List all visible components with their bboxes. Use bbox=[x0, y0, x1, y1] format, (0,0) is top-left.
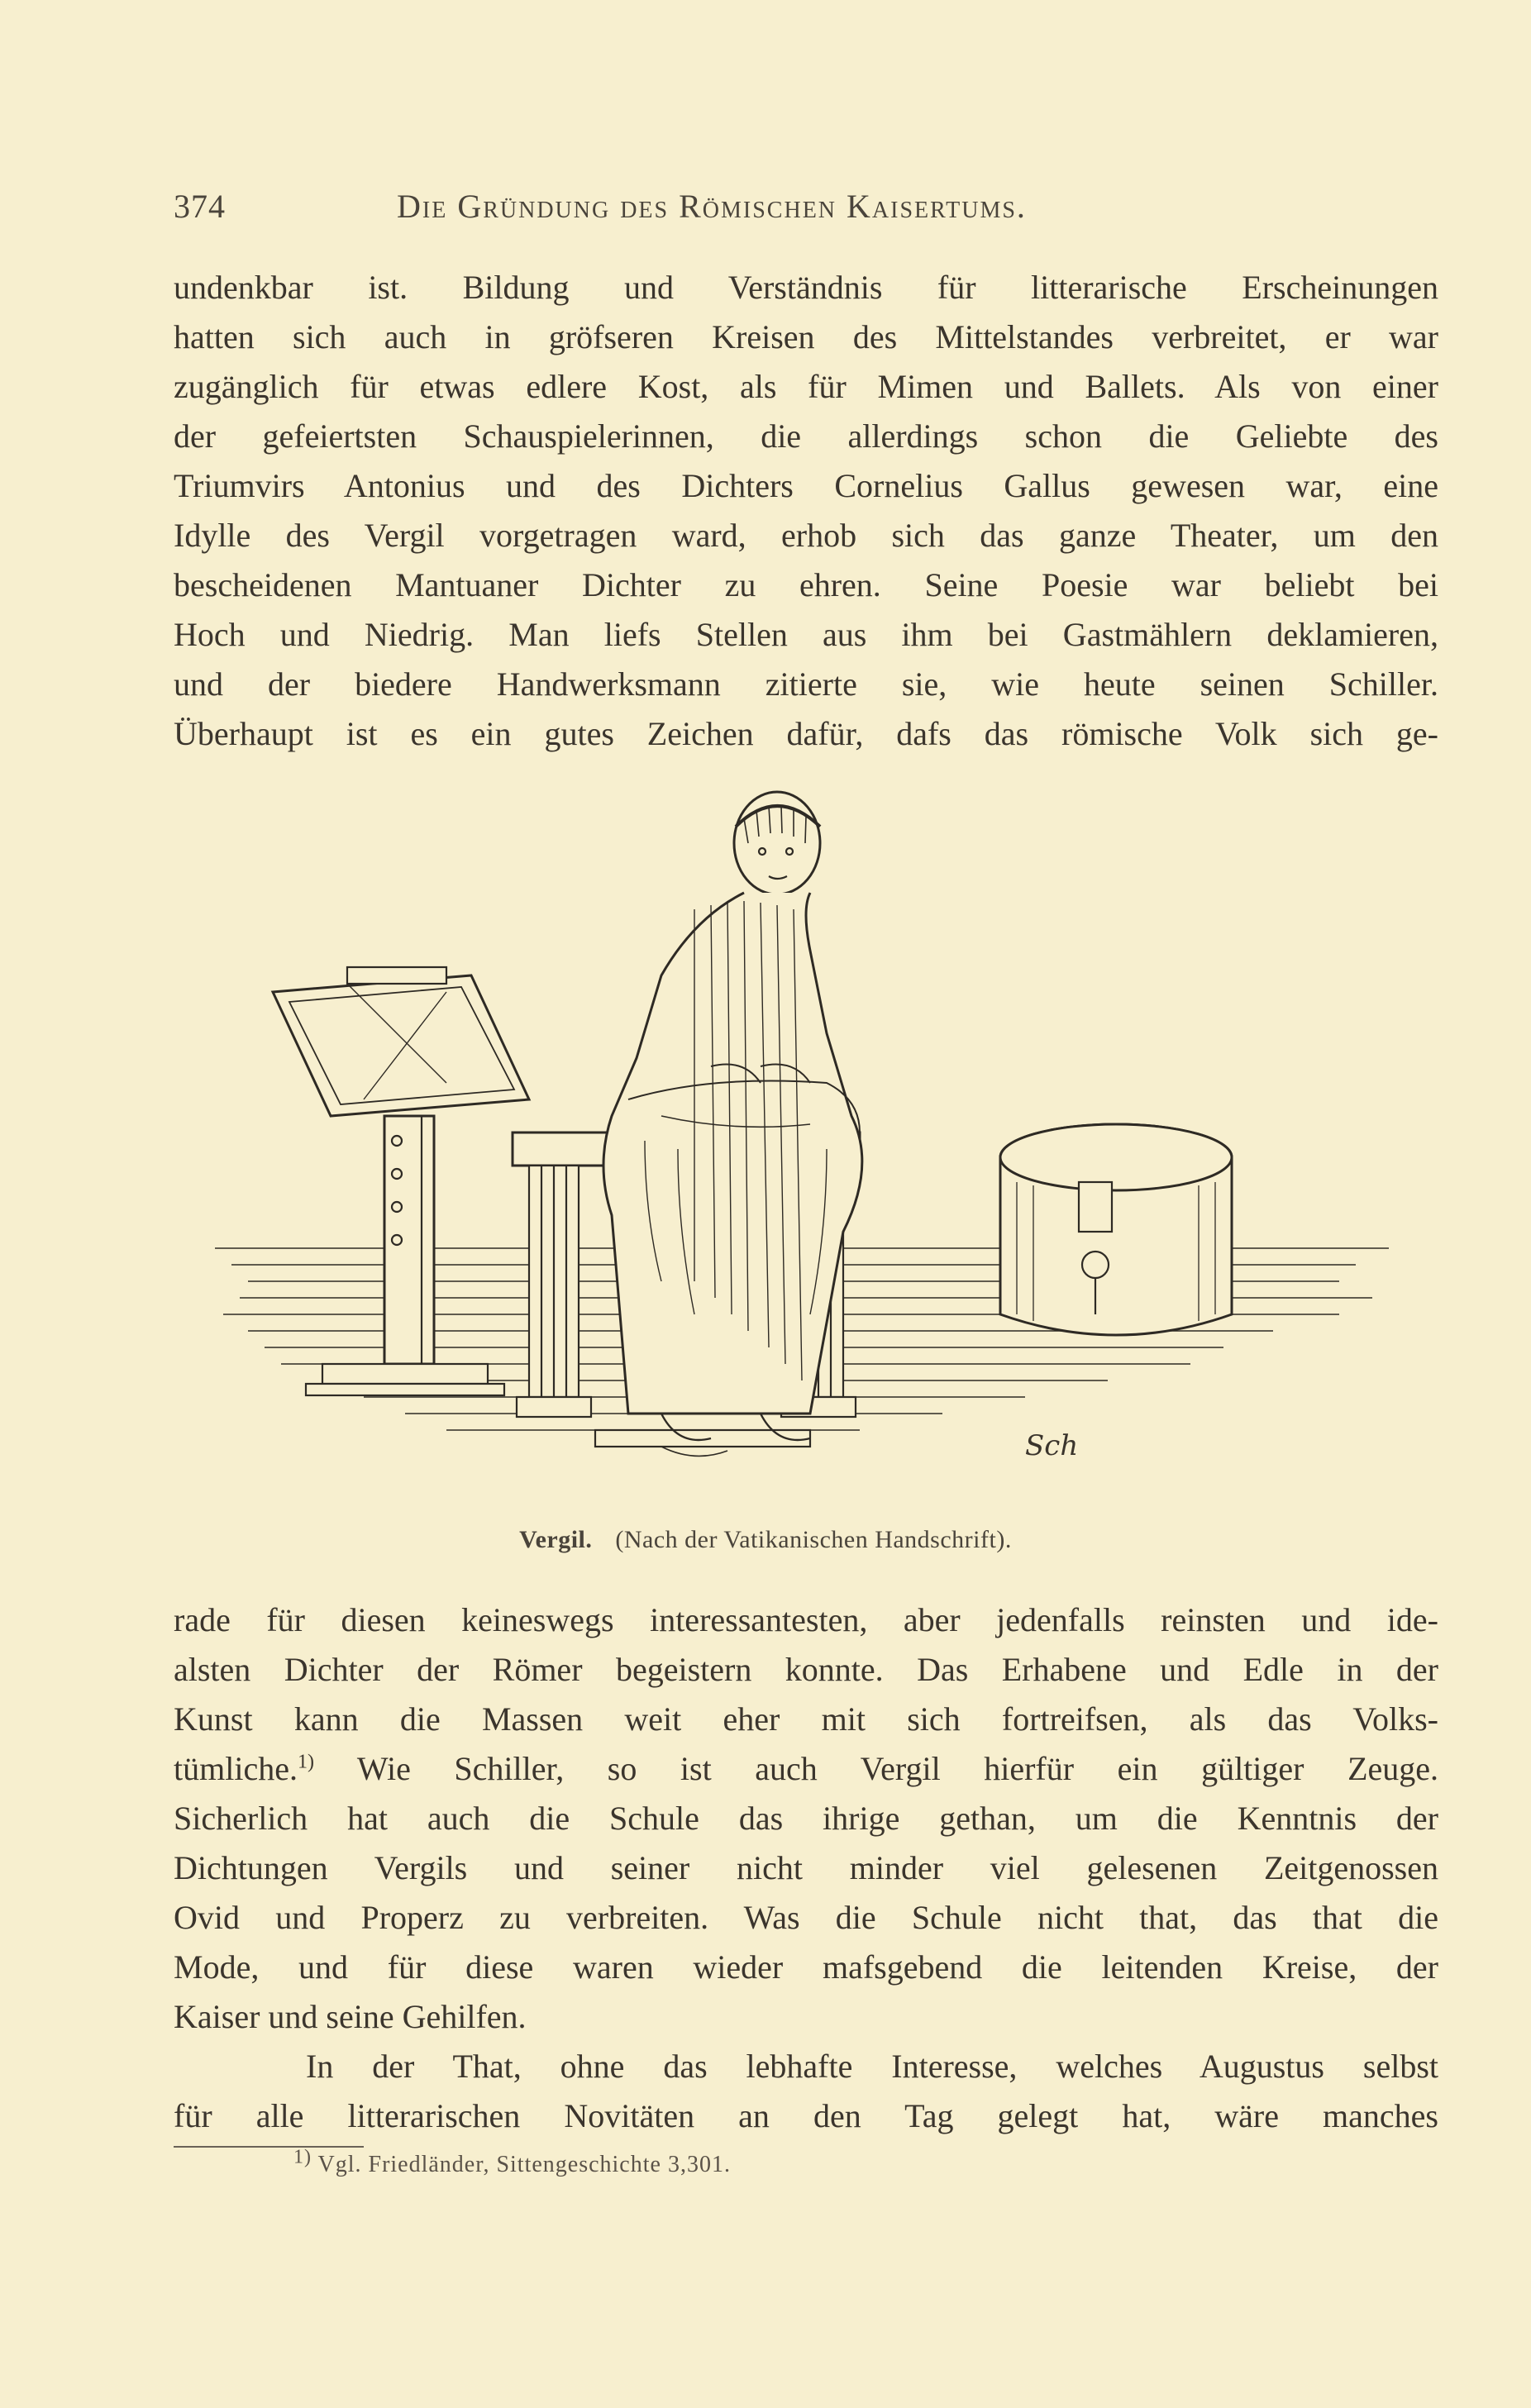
text-line: Hoch und Niedrig. Man liefs Stellen aus ihm bei Gastmählern deklamieren, bbox=[174, 616, 1438, 653]
caption-name: Vergil. bbox=[519, 1526, 593, 1553]
text-fragment: Wie Schiller, so ist auch Vergil hierfür ein gültiger Zeuge. bbox=[356, 1750, 1439, 1787]
text-line: Ovid und Properz zu verbreiten. Was die Schule nicht that, das that die bbox=[174, 1899, 1438, 1936]
footnote-marker: 1) bbox=[297, 1751, 314, 1773]
seated-figure-drawing bbox=[603, 792, 862, 1440]
text-line: Triumvirs Antonius und des Dichters Cornelius Gallus gewesen war, eine bbox=[174, 467, 1438, 504]
text-line: Dichtungen Vergils und seiner nicht minder viel gelesenen Zeitgenossen bbox=[174, 1849, 1438, 1886]
footnote-marker: 1) bbox=[293, 2146, 312, 2168]
text-line: zugänglich für etwas edlere Kost, als für Mimen und Ballets. Als von einer bbox=[174, 368, 1438, 405]
text-line: Kaiser und seine Gehilfen. bbox=[174, 1998, 527, 2035]
text-line: Überhaupt ist es ein gutes Zeichen dafür, dafs das römische Volk sich ge- bbox=[174, 715, 1438, 752]
text-line: alsten Dichter der Römer begeistern konnte. Das Erhabene und Edle in der bbox=[174, 1651, 1438, 1688]
scroll-box-drawing bbox=[1000, 1124, 1232, 1335]
figure-caption bbox=[0, 1526, 1531, 1554]
artist-signature: Sch bbox=[1025, 1429, 1079, 1462]
caption-text: (Nach der Vatikanischen Handschrift). bbox=[615, 1526, 1012, 1553]
text-line: bescheidenen Mantuaner Dichter zu ehren. Seine Poesie war beliebt bei bbox=[174, 566, 1438, 603]
text-line: Sicherlich hat auch die Schule das ihrige gethan, um die Kenntnis der bbox=[174, 1800, 1438, 1837]
text-line: der gefeiertsten Schauspielerinnen, die allerdings schon die Geliebte des bbox=[174, 417, 1438, 455]
text-line: rade für diesen keineswegs interessantesten, aber jedenfalls reinsten und ide- bbox=[174, 1601, 1438, 1638]
text-line: undenkbar ist. Bildung und Verständnis für litterarische Erscheinungen bbox=[174, 269, 1438, 306]
text-line: In der That, ohne das lebhafte Interesse, welches Augustus selbst bbox=[306, 2048, 1438, 2085]
text-line: Kunst kann die Massen weit eher mit sich fortreifsen, als das Volks- bbox=[174, 1700, 1438, 1738]
paragraph-1 bbox=[174, 263, 1438, 759]
text-fragment: tümliche. bbox=[174, 1750, 298, 1787]
running-title: Die Gründung des Römischen Kaisertums. bbox=[397, 188, 1027, 225]
text-line: und der biedere Handwerksmann zitierte sie, wie heute seinen Schiller. bbox=[174, 665, 1438, 703]
vergil-illustration bbox=[198, 785, 1438, 1513]
text-line: hatten sich auch in gröfseren Kreisen des Mittelstandes verbreitet, er war bbox=[174, 318, 1438, 355]
text-line bbox=[174, 1744, 1438, 1794]
text-line: Mode, und für diese waren wieder mafsgebend die leitenden Kreise, der bbox=[174, 1948, 1438, 1986]
text-line: für alle litterarischen Novitäten an den Tag gelegt hat, wäre manches bbox=[174, 2097, 1438, 2134]
footnote-rule bbox=[174, 2146, 364, 2148]
text-line: Idylle des Vergil vorgetragen ward, erhob sich das ganze Theater, um den bbox=[174, 517, 1438, 554]
paragraph-2 bbox=[174, 1595, 1438, 2141]
footnote-text: Vgl. Friedländer, Sittengeschichte 3,301. bbox=[317, 2152, 731, 2177]
page-number: 374 bbox=[174, 188, 226, 225]
footnote bbox=[293, 2146, 731, 2178]
